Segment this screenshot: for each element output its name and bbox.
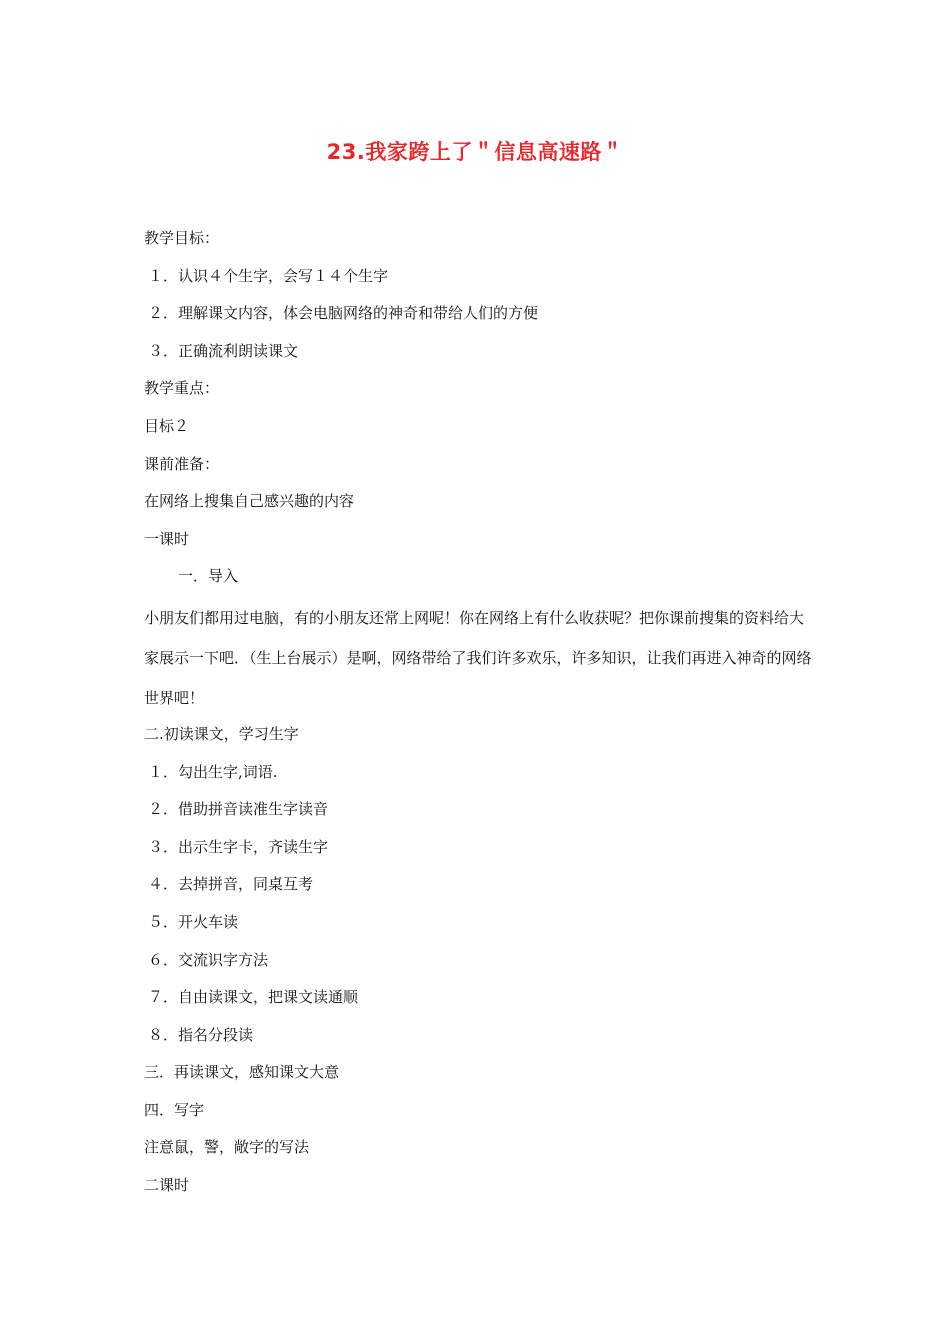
text-line: ２．借助拼音读准生字读音 xyxy=(148,800,329,819)
text-line: ３．正确流利朗读课文 xyxy=(148,341,299,360)
text-line: 在网络上搜集自己感兴趣的内容 xyxy=(144,492,355,511)
text-line: ７．自由读课文，把课文读通顺 xyxy=(148,988,359,1007)
text-line: ４．去掉拼音，同桌互考 xyxy=(148,875,314,894)
text-line: 目标２ xyxy=(144,416,190,435)
text-line: ３．出示生字卡，齐读生字 xyxy=(148,837,329,856)
text-line: ６．交流识字方法 xyxy=(148,950,269,969)
text-line: 注意鼠，警，敞字的写法 xyxy=(144,1138,310,1157)
text-line: １．勾出生字,词语. xyxy=(148,762,278,781)
text-line: 三．再读课文，感知课文大意 xyxy=(144,1063,340,1082)
text-line: ８．指名分段读 xyxy=(148,1025,254,1044)
text-line: ５．开火车读 xyxy=(148,912,239,931)
text-line: 教学目标： xyxy=(144,229,220,247)
text-line: 一课时 xyxy=(144,529,190,548)
text-line: １．认识４个生字，会写１４个生字 xyxy=(148,266,389,285)
text-line: 二.初读课文，学习生字 xyxy=(144,724,299,743)
text-line: 二课时 xyxy=(144,1176,190,1195)
text-line: 课前准备： xyxy=(144,454,220,473)
text-line: 四．写字 xyxy=(144,1100,205,1119)
paragraph: 小朋友们都用过电脑，有的小朋友还常上网呢！你在网络上有什么收获呢？把你课前搜集的资料给大家展示一下吧．（生上台展示）是啊，网络带给了我们许多欢乐，许多知识，让我们再进入神奇的网络世界吧！ xyxy=(144,608,812,707)
document-body xyxy=(144,220,814,1205)
document-title: 23.我家跨上了＂信息高速路＂ xyxy=(326,140,624,164)
text-line: 一．导入 xyxy=(178,567,239,586)
text-line: 教学重点： xyxy=(144,379,220,398)
text-line: ２．理解课文内容，体会电脑网络的神奇和带给人们的方便 xyxy=(148,304,539,323)
